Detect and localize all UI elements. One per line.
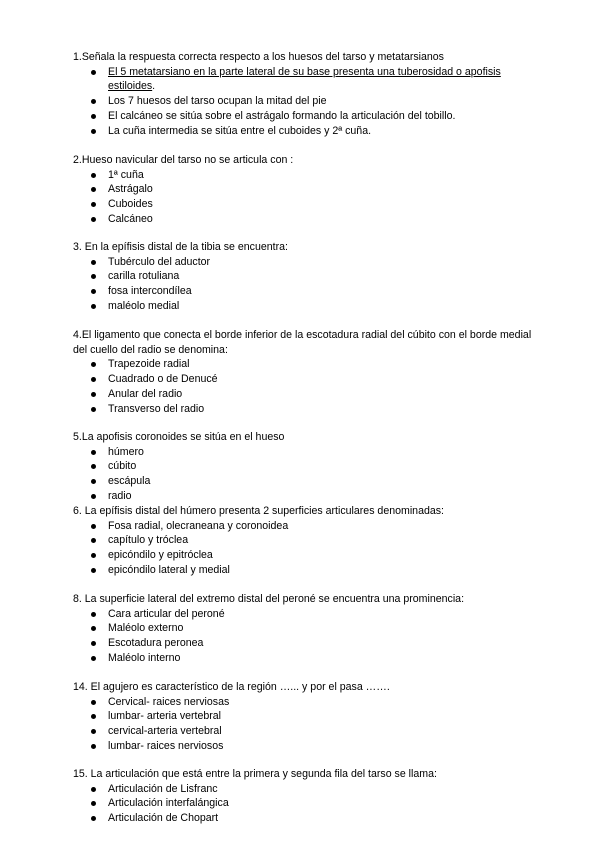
list-item: Cara articular del peroné (73, 607, 543, 622)
list-item: lumbar- raices nerviosos (73, 739, 543, 754)
list-item: Articulación de Chopart (73, 811, 543, 826)
list-item: húmero (73, 445, 543, 460)
list-item: cúbito (73, 459, 543, 474)
list-item: Trapezoide radial (73, 357, 543, 372)
option-suffix: . (152, 80, 156, 93)
question-title: 3. En la epífisis distal de la tibia se encuentra: (73, 241, 288, 253)
question-2 (73, 153, 543, 227)
question-title: 15. La articulación que está entre la primera y segunda fila del tarso se llama: (73, 768, 437, 780)
question-title: 2.Hueso navicular del tarso no se articula con : (73, 154, 294, 166)
list-item (73, 65, 543, 94)
list-item: cervical-arteria vertebral (73, 724, 543, 739)
list-item: Fosa radial, olecraneana y coronoidea (73, 519, 543, 534)
list-item: Articulación interfalángica (73, 796, 543, 811)
option-list (73, 695, 543, 754)
question-title: 8. La superficie lateral del extremo distal del peroné se encuentra una prominencia: (73, 593, 465, 605)
list-item: escápula (73, 474, 543, 489)
option-list (73, 607, 543, 666)
list-item: Cuboides (73, 197, 543, 212)
list-item: radio (73, 489, 543, 504)
option-list (73, 782, 543, 826)
question-14 (73, 680, 543, 754)
question-title: 4.El ligamento que conecta el borde inferior de la escotadura radial del cúbito con el borde medial del cuello del radio se denomina: (73, 329, 532, 356)
question-8 (73, 592, 543, 666)
option-list (73, 519, 543, 578)
question-6 (73, 504, 543, 578)
list-item: Maléolo externo (73, 621, 543, 636)
list-item: Astrágalo (73, 182, 543, 197)
question-3 (73, 240, 543, 314)
list-item: capítulo y tróclea (73, 533, 543, 548)
question-title: 14. El agujero es característico de la región …... y por el pasa ……. (73, 681, 390, 693)
list-item: lumbar- arteria vertebral (73, 709, 543, 724)
list-item: Calcáneo (73, 212, 543, 227)
list-item: epicóndilo lateral y medial (73, 563, 543, 578)
question-1 (73, 50, 543, 138)
list-item: Maléolo interno (73, 651, 543, 666)
list-item: fosa intercondílea (73, 284, 543, 299)
list-item: epicóndilo y epitróclea (73, 548, 543, 563)
list-item: carilla rotuliana (73, 269, 543, 284)
option-list (73, 445, 543, 504)
question-5 (73, 430, 543, 504)
list-item: Articulación de Lisfranc (73, 782, 543, 797)
option-list (73, 255, 543, 314)
list-item: Tubérculo del aductor (73, 255, 543, 270)
list-item: Transverso del radio (73, 402, 543, 417)
question-4 (73, 328, 543, 416)
list-item: El calcáneo se sitúa sobre el astrágalo formando la articulación del tobillo. (73, 109, 543, 124)
option-list (73, 357, 543, 416)
list-item: La cuña intermedia se sitúa entre el cuboides y 2ª cuña. (73, 124, 543, 139)
question-15 (73, 767, 543, 826)
list-item: Cuadrado o de Denucé (73, 372, 543, 387)
option-list (73, 168, 543, 227)
option-text-underlined: El 5 metatarsiano en la parte lateral de su base presenta una tuberosidad o apofisis estiloides (108, 65, 501, 93)
question-title: 6. La epífisis distal del húmero presenta 2 superficies articulares denominadas: (73, 505, 444, 517)
list-item: Cervical- raices nerviosas (73, 695, 543, 710)
list-item: 1ª cuña (73, 168, 543, 183)
question-title: 1.Señala la respuesta correcta respecto a los huesos del tarso y metatarsianos (73, 51, 444, 63)
option-list (73, 65, 543, 139)
question-title: 5.La apofisis coronoides se sitúa en el hueso (73, 431, 285, 443)
list-item: Anular del radio (73, 387, 543, 402)
list-item: maléolo medial (73, 299, 543, 314)
list-item: Escotadura peronea (73, 636, 543, 651)
list-item: Los 7 huesos del tarso ocupan la mitad del pie (73, 94, 543, 109)
